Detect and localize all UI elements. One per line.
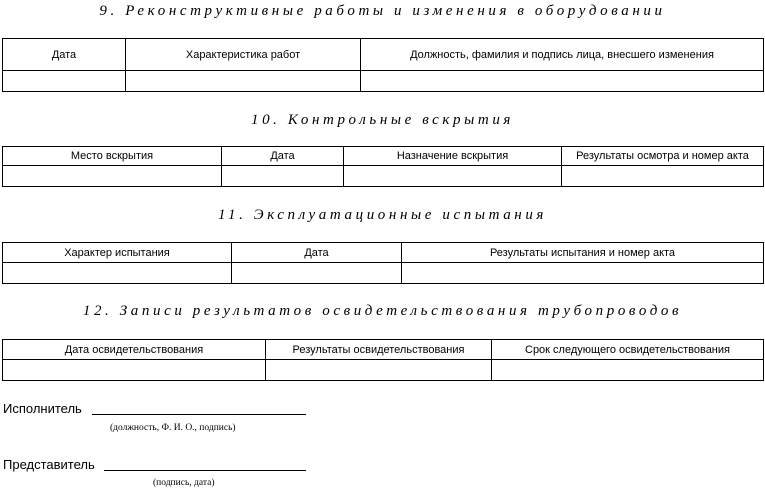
table-row (3, 71, 764, 92)
column-header: Характеристика работ (126, 39, 361, 71)
column-header: Характер испытания (3, 243, 232, 263)
table-cell[interactable] (222, 166, 344, 187)
column-header: Дата освидетельствования (3, 340, 266, 360)
section-9-table (2, 38, 764, 92)
performer-signature-hint: (должность, Ф. И. О., подпись) (110, 423, 236, 433)
table-row (3, 263, 764, 284)
table-cell[interactable] (402, 263, 764, 284)
table-header-row (3, 340, 764, 360)
section-11-title: 11. Эксплуатационные испытания (217, 207, 548, 223)
table-cell[interactable] (266, 360, 492, 381)
section-10-title: 10. Контрольные вскрытия (250, 112, 515, 128)
table-header-row (3, 243, 764, 263)
section-12-title: 12. Записи результатов освидетельствования трубопроводов (82, 303, 683, 319)
section-12-table (2, 339, 764, 381)
column-header: Результаты осмотра и номер акта (562, 147, 764, 166)
section-9-title: 9. Реконструктивные работы и изменения в оборудовании (99, 3, 666, 19)
column-header: Результаты испытания и номер акта (402, 243, 764, 263)
column-header: Дата (222, 147, 344, 166)
representative-signature-hint: (подпись, дата) (153, 478, 215, 488)
table-cell[interactable] (492, 360, 764, 381)
column-header: Назначение вскрытия (344, 147, 562, 166)
table-cell[interactable] (126, 71, 361, 92)
section-10-table (2, 146, 764, 187)
representative-label: Представитель (3, 457, 95, 472)
table-cell[interactable] (361, 71, 764, 92)
representative-signature-line[interactable] (104, 470, 306, 471)
table-header-row (3, 39, 764, 71)
table-cell[interactable] (3, 360, 266, 381)
table-header-row (3, 147, 764, 166)
column-header: Должность, фамилия и подпись лица, внесшего изменения (361, 39, 764, 71)
table-row (3, 360, 764, 381)
column-header: Результаты освидетельствования (266, 340, 492, 360)
table-row (3, 166, 764, 187)
performer-label: Исполнитель (3, 401, 82, 416)
section-11-table (2, 242, 764, 284)
column-header: Место вскрытия (3, 147, 222, 166)
column-header: Срок следующего освидетельствования (492, 340, 764, 360)
column-header: Дата (3, 39, 126, 71)
table-cell[interactable] (562, 166, 764, 187)
table-cell[interactable] (3, 71, 126, 92)
table-cell[interactable] (3, 166, 222, 187)
column-header: Дата (232, 243, 402, 263)
performer-signature-line[interactable] (92, 414, 306, 415)
table-cell[interactable] (232, 263, 402, 284)
table-cell[interactable] (3, 263, 232, 284)
table-cell[interactable] (344, 166, 562, 187)
